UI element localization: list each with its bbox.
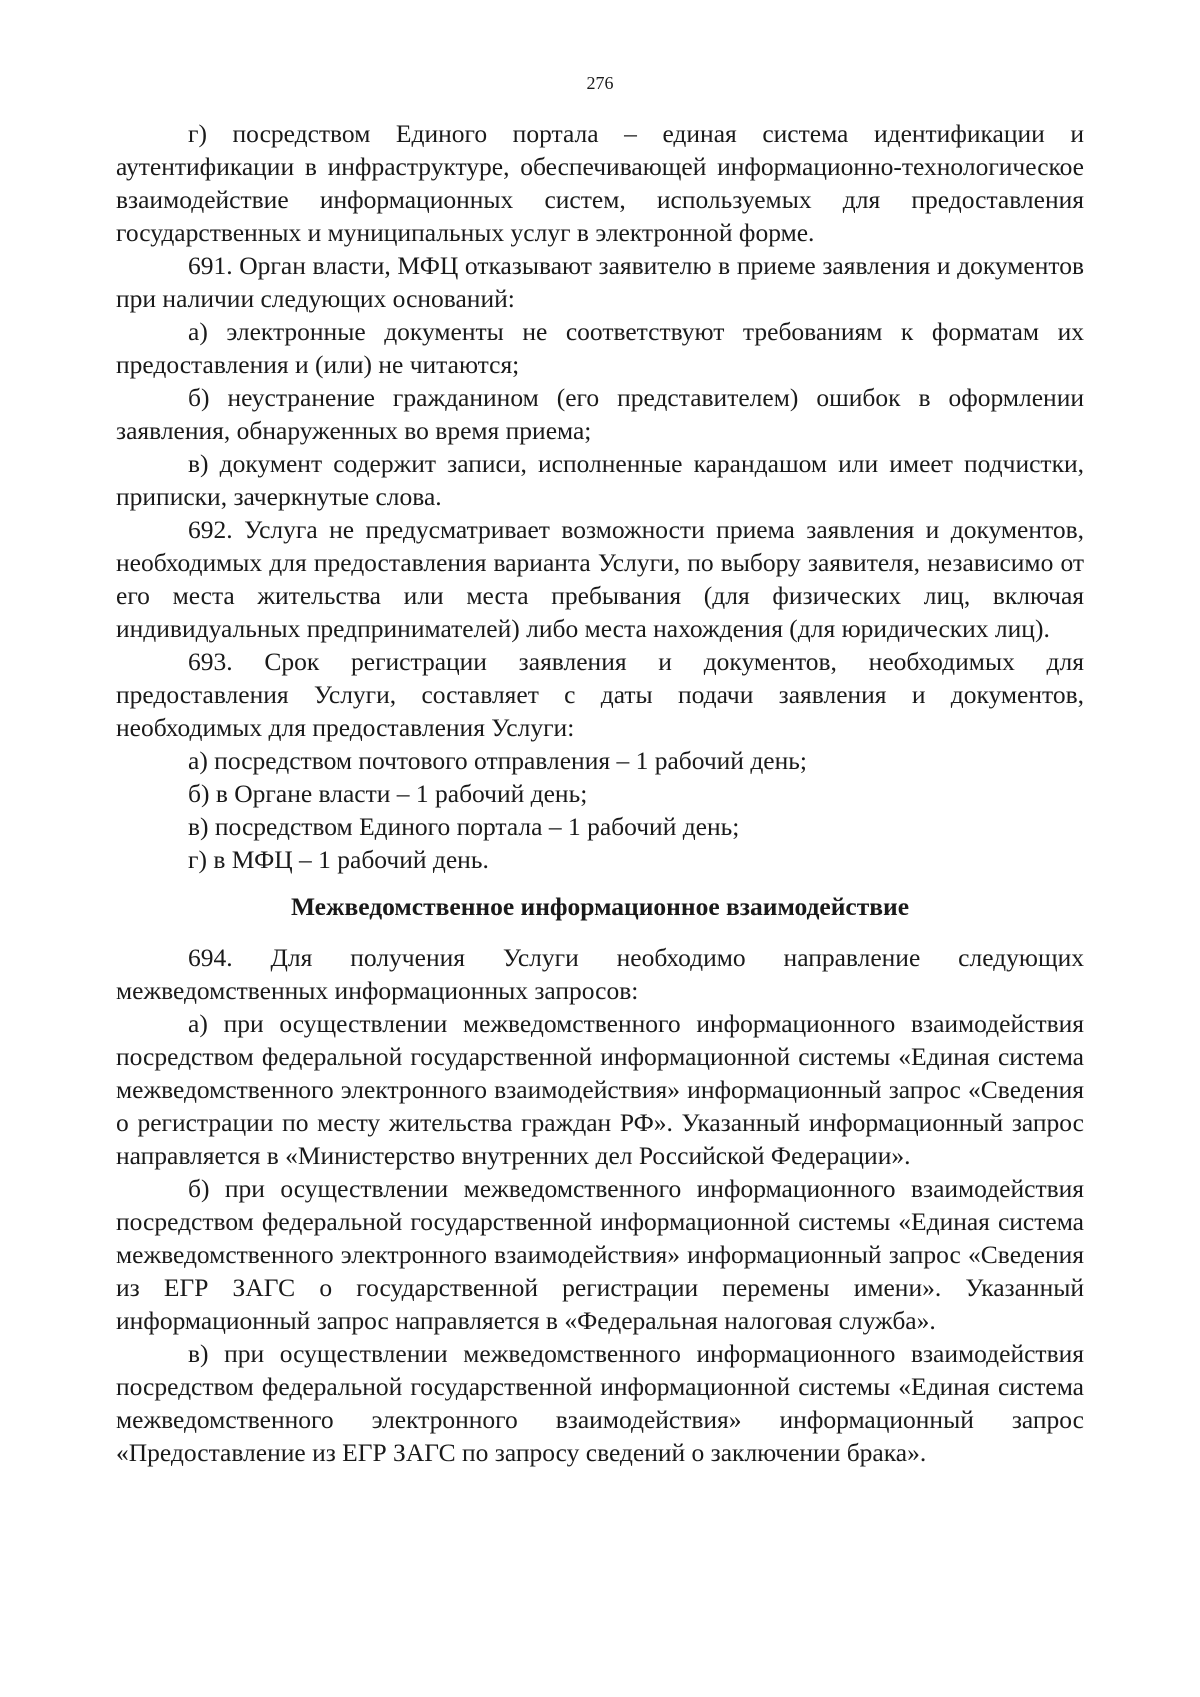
paragraph-694-b: б) при осуществлении межведомственного информационного взаимодействия посредством федеральной государственной информационной системы «Единая система межведомственного электронного взаимодействия» информационный запрос «Сведения из ЕГР ЗАГС о государственной регистрации перемены имени». Указанный информационный запрос направляется в «Федеральная налоговая служба». — [116, 1174, 1084, 1335]
paragraph-694-v: в) при осуществлении межведомственного информационного взаимодействия посредством федеральной государственной информационной системы «Единая система межведомственного электронного взаимодействия» информационный запрос «Предоставление из ЕГР ЗАГС по запросу сведений о заключении брака». — [116, 1339, 1084, 1467]
paragraph-691: 691. Орган власти, МФЦ отказывают заявителю в приеме заявления и документов при наличии следующих оснований: — [116, 251, 1084, 313]
paragraph-691-a: а) электронные документы не соответствуют требованиям к форматам их предоставления и (или) не читаются; — [116, 317, 1084, 379]
paragraph-693-b: б) в Органе власти – 1 рабочий день; — [188, 779, 588, 808]
paragraph-694: 694. Для получения Услуги необходимо направление следующих межведомственных информационных запросов: — [116, 943, 1084, 1005]
document-body — [116, 117, 1084, 1469]
paragraph-694-a: а) при осуществлении межведомственного информационного взаимодействия посредством федеральной государственной информационной системы «Единая система межведомственного электронного взаимодействия» информационный запрос «Сведения о регистрации по месту жительства граждан РФ». Указанный информационный запрос направляется в «Министерство внутренних дел Российской Федерации». — [116, 1009, 1084, 1170]
paragraph-693-v: в) посредством Единого портала – 1 рабочий день; — [188, 812, 740, 841]
paragraph-item-g-unified-portal: г) посредством Единого портала – единая система идентификации и аутентификации в инфраструктуре, обеспечивающей информационно-технологическое взаимодействие информационных систем, используемых для предоставления государственных и муниципальных услуг в электронной форме. — [116, 119, 1084, 247]
paragraph-691-v: в) документ содержит записи, исполненные карандашом или имеет подчистки, приписки, зачеркнутые слова. — [116, 449, 1084, 511]
paragraph-693: 693. Срок регистрации заявления и документов, необходимых для предоставления Услуги, составляет с даты подачи заявления и документов, необходимых для предоставления Услуги: — [116, 647, 1084, 742]
paragraph-693-g: г) в МФЦ – 1 рабочий день. — [188, 845, 489, 874]
paragraph-691-b: б) неустранение гражданином (его представителем) ошибок в оформлении заявления, обнаруженных во время приема; — [116, 383, 1084, 445]
paragraph-693-a: а) посредством почтового отправления – 1 рабочий день; — [188, 746, 807, 775]
page-number: 276 — [586, 73, 614, 93]
section-heading: Межведомственное информационное взаимодействие — [290, 892, 910, 921]
paragraph-692: 692. Услуга не предусматривает возможности приема заявления и документов, необходимых для предоставления варианта Услуги, по выбору заявителя, независимо от его места жительства или места пребывания (для физических лиц, включая индивидуальных предпринимателей) либо места нахождения (для юридических лиц). — [116, 515, 1084, 643]
